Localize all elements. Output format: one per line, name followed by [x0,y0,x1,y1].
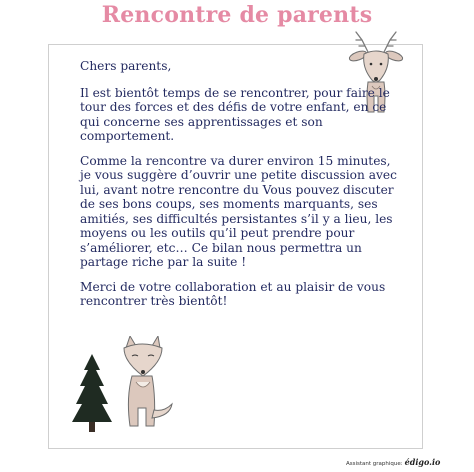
letter-greeting: Chers parents, [80,59,172,73]
letter-paragraph-3: Merci de votre collaboration et au plaisir de vous rencontrer très bientôt! [80,279,386,308]
credit-label: Assistant graphique: [346,461,403,467]
pine-tree-illustration-icon [70,354,114,434]
letter-paragraph-2: Comme la rencontre va durer environ 15 minutes, je vous suggère d’ouvrir une petite discussion avec lui, avant notre rencontre du Vous pouvez discuter de ses bons coups, ses moments marquants, ses amitiés, ses difficultés persistantes s’il y a lieu, les moyens ou les outils qu’il peut prendre pour s’améliorer, etc… Ce bilan nous permettra un partage riche par la suite ! [80,153,397,269]
credit-line [346,457,440,467]
credit-brand: édigo.io [404,457,441,467]
fox-illustration-icon [112,336,174,432]
letter-paragraph-1: Il est bientôt temps de se rencontrer, pour faire le tour des forces et des défis de votre enfant, en ce qui concerne ses apprentissages et son comportement. [80,85,390,143]
page-title: Rencontre de parents [101,2,373,28]
letter-body [80,59,398,319]
